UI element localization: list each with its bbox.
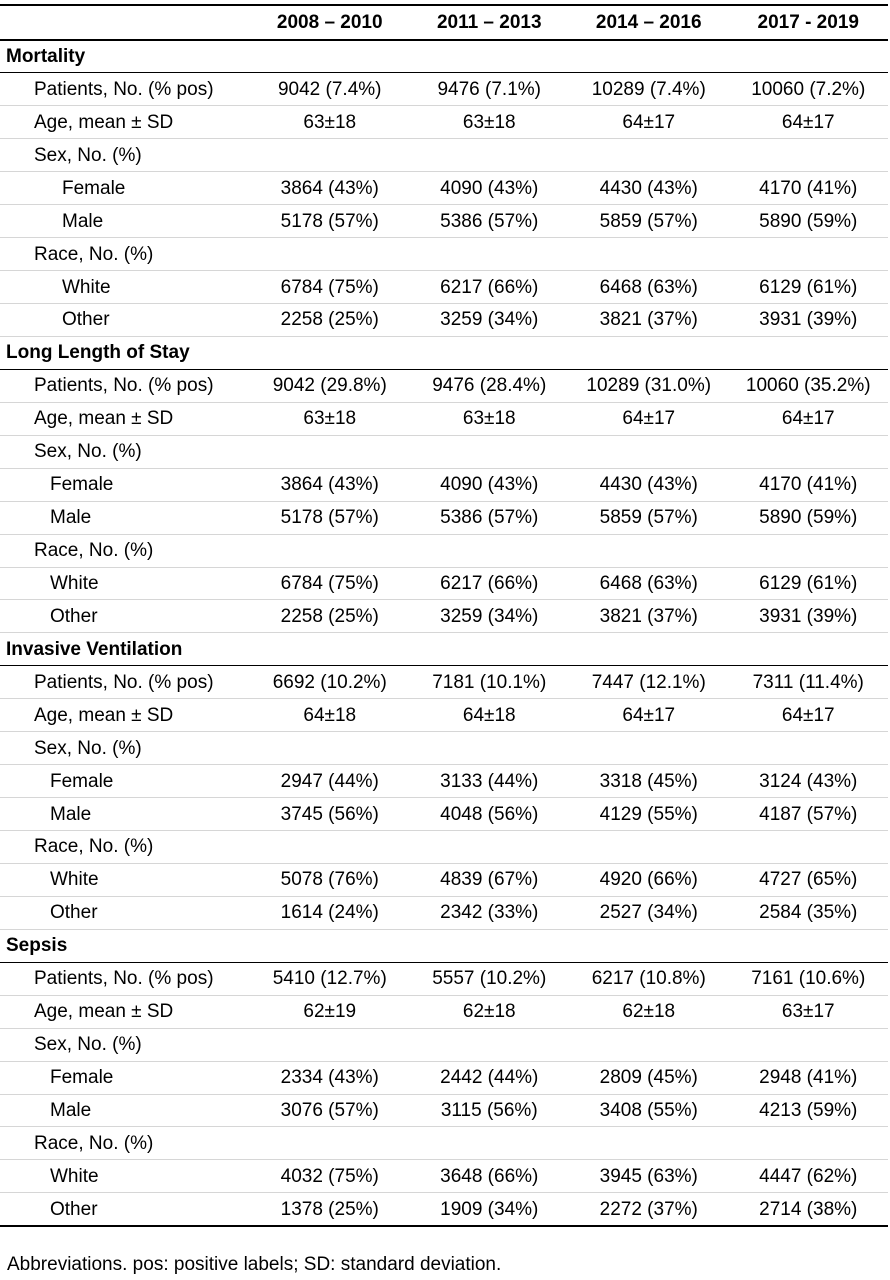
- table-row: [0, 995, 888, 1028]
- table-cell: 64±18: [410, 699, 570, 732]
- section-header-row: [0, 40, 888, 73]
- table-row: [0, 238, 888, 271]
- header-cell-2014-2016: 2014 – 2016: [569, 5, 729, 40]
- row-label: Sex, No. (%): [0, 1028, 250, 1061]
- table-cell: 5178 (57%): [250, 205, 410, 238]
- table-cell: 5386 (57%): [410, 501, 570, 534]
- header-cell-2017-2019: 2017 - 2019: [729, 5, 889, 40]
- table-row: [0, 271, 888, 304]
- section-title: Sepsis: [0, 929, 888, 962]
- section-header-row: [0, 336, 888, 369]
- table-cell: 3931 (39%): [729, 600, 889, 633]
- table-cell: [569, 1127, 729, 1160]
- table-cell: 5557 (10.2%): [410, 962, 570, 995]
- table-row: [0, 139, 888, 172]
- table-cell: 5890 (59%): [729, 205, 889, 238]
- table-cell: 4727 (65%): [729, 863, 889, 896]
- header-row: [0, 5, 888, 40]
- table-cell: 62±18: [410, 995, 570, 1028]
- table-cell: 3133 (44%): [410, 765, 570, 798]
- table-cell: 6468 (63%): [569, 271, 729, 304]
- table-cell: [569, 238, 729, 271]
- table-cell: 2342 (33%): [410, 896, 570, 929]
- table-cell: 2584 (35%): [729, 896, 889, 929]
- table-cell: 5890 (59%): [729, 501, 889, 534]
- table-cell: 9042 (7.4%): [250, 73, 410, 106]
- row-label: Race, No. (%): [0, 1127, 250, 1160]
- table-cell: [569, 435, 729, 468]
- row-label: Patients, No. (% pos): [0, 369, 250, 402]
- table-cell: 1378 (25%): [250, 1193, 410, 1226]
- table-cell: 64±17: [569, 699, 729, 732]
- table-cell: 4213 (59%): [729, 1094, 889, 1127]
- row-label: Race, No. (%): [0, 534, 250, 567]
- table-cell: 2334 (43%): [250, 1061, 410, 1094]
- table-row: [0, 798, 888, 831]
- row-label: Male: [0, 798, 250, 831]
- table-row: [0, 369, 888, 402]
- table-cell: 6217 (66%): [410, 567, 570, 600]
- table-cell: [250, 139, 410, 172]
- table-row: [0, 304, 888, 337]
- row-label: Age, mean ± SD: [0, 699, 250, 732]
- table-cell: 62±18: [569, 995, 729, 1028]
- table-cell: 3408 (55%): [569, 1094, 729, 1127]
- table-row: [0, 567, 888, 600]
- table-cell: 5859 (57%): [569, 205, 729, 238]
- table-cell: 3864 (43%): [250, 468, 410, 501]
- table-cell: 2714 (38%): [729, 1193, 889, 1226]
- table-cell: 4447 (62%): [729, 1160, 889, 1193]
- table-cell: 3945 (63%): [569, 1160, 729, 1193]
- table-cell: [410, 139, 570, 172]
- table-cell: 63±18: [410, 106, 570, 139]
- table-body: [0, 40, 888, 1226]
- table-row: [0, 106, 888, 139]
- table-cell: 64±17: [729, 699, 889, 732]
- table-cell: 7311 (11.4%): [729, 666, 889, 699]
- row-label: Female: [0, 1061, 250, 1094]
- table-cell: 7161 (10.6%): [729, 962, 889, 995]
- table-cell: 3115 (56%): [410, 1094, 570, 1127]
- section-title: Mortality: [0, 40, 888, 73]
- table-cell: 4430 (43%): [569, 172, 729, 205]
- table-cell: 4920 (66%): [569, 863, 729, 896]
- table-cell: 63±18: [250, 106, 410, 139]
- table-cell: [250, 1028, 410, 1061]
- table-cell: 64±17: [569, 106, 729, 139]
- table-row: [0, 896, 888, 929]
- table-cell: 7447 (12.1%): [569, 666, 729, 699]
- table-cell: 2527 (34%): [569, 896, 729, 929]
- table-cell: 9042 (29.8%): [250, 369, 410, 402]
- row-label: White: [0, 1160, 250, 1193]
- table-row: [0, 666, 888, 699]
- table-cell: [569, 831, 729, 864]
- table-cell: 3931 (39%): [729, 304, 889, 337]
- table-cell: [410, 238, 570, 271]
- row-label: Female: [0, 765, 250, 798]
- row-label: Other: [0, 1193, 250, 1226]
- table-cell: 64±17: [729, 106, 889, 139]
- table-row: [0, 1160, 888, 1193]
- row-label: Race, No. (%): [0, 238, 250, 271]
- table-cell: [410, 831, 570, 864]
- table-cell: 3745 (56%): [250, 798, 410, 831]
- table-row: [0, 831, 888, 864]
- table-row: [0, 1127, 888, 1160]
- table-row: [0, 73, 888, 106]
- row-label: White: [0, 271, 250, 304]
- row-label: White: [0, 863, 250, 896]
- table-cell: 4090 (43%): [410, 172, 570, 205]
- table-cell: 4187 (57%): [729, 798, 889, 831]
- table-cell: [569, 732, 729, 765]
- row-label: Other: [0, 304, 250, 337]
- table-cell: 2809 (45%): [569, 1061, 729, 1094]
- table-cell: 6692 (10.2%): [250, 666, 410, 699]
- table-row: [0, 732, 888, 765]
- table-cell: 3259 (34%): [410, 304, 570, 337]
- row-label: Sex, No. (%): [0, 139, 250, 172]
- table-cell: 2442 (44%): [410, 1061, 570, 1094]
- table-cell: 6217 (66%): [410, 271, 570, 304]
- table-cell: 62±19: [250, 995, 410, 1028]
- table-row: [0, 501, 888, 534]
- table-cell: 63±17: [729, 995, 889, 1028]
- table-row: [0, 435, 888, 468]
- table-cell: 3821 (37%): [569, 600, 729, 633]
- table-cell: [410, 732, 570, 765]
- table-row: [0, 1061, 888, 1094]
- table-cell: [250, 238, 410, 271]
- table-cell: 64±18: [250, 699, 410, 732]
- table-cell: 2272 (37%): [569, 1193, 729, 1226]
- table-cell: 4048 (56%): [410, 798, 570, 831]
- header-cell-2008-2010: 2008 – 2010: [250, 5, 410, 40]
- table-cell: 5078 (76%): [250, 863, 410, 896]
- table-cell: 64±17: [729, 402, 889, 435]
- table-cell: [250, 534, 410, 567]
- table-cell: 4090 (43%): [410, 468, 570, 501]
- table-row: [0, 699, 888, 732]
- table-cell: [729, 238, 889, 271]
- table-cell: 6784 (75%): [250, 567, 410, 600]
- table-cell: 10289 (31.0%): [569, 369, 729, 402]
- table-cell: [729, 534, 889, 567]
- table-cell: 2258 (25%): [250, 304, 410, 337]
- table-cell: 4032 (75%): [250, 1160, 410, 1193]
- footnote: Abbreviations. pos: positive labels; SD: standard deviation.: [7, 1254, 502, 1275]
- section-header-row: [0, 929, 888, 962]
- table-cell: 4129 (55%): [569, 798, 729, 831]
- table-cell: 6129 (61%): [729, 271, 889, 304]
- table-cell: [250, 1127, 410, 1160]
- table-cell: 7181 (10.1%): [410, 666, 570, 699]
- table-row: [0, 1193, 888, 1226]
- section-header-row: [0, 633, 888, 666]
- table-cell: [729, 732, 889, 765]
- table-cell: 6784 (75%): [250, 271, 410, 304]
- table-cell: 9476 (7.1%): [410, 73, 570, 106]
- section-title: Invasive Ventilation: [0, 633, 888, 666]
- table-cell: [729, 831, 889, 864]
- table-cell: 5859 (57%): [569, 501, 729, 534]
- table-cell: [729, 1028, 889, 1061]
- table-cell: 2948 (41%): [729, 1061, 889, 1094]
- row-label: Sex, No. (%): [0, 435, 250, 468]
- row-label: Other: [0, 896, 250, 929]
- table-cell: 1909 (34%): [410, 1193, 570, 1226]
- row-label: Patients, No. (% pos): [0, 666, 250, 699]
- row-label: Sex, No. (%): [0, 732, 250, 765]
- table-cell: 63±18: [410, 402, 570, 435]
- cohort-characteristics-table: [0, 4, 888, 1227]
- table-cell: 5410 (12.7%): [250, 962, 410, 995]
- table-row: [0, 534, 888, 567]
- table-row: [0, 863, 888, 896]
- table-cell: 5178 (57%): [250, 501, 410, 534]
- table-cell: 3076 (57%): [250, 1094, 410, 1127]
- row-label: Age, mean ± SD: [0, 995, 250, 1028]
- table-cell: 1614 (24%): [250, 896, 410, 929]
- row-label: Other: [0, 600, 250, 633]
- table-cell: 6129 (61%): [729, 567, 889, 600]
- table-cell: 4839 (67%): [410, 863, 570, 896]
- table-cell: 4430 (43%): [569, 468, 729, 501]
- table-row: [0, 205, 888, 238]
- table-header: [0, 5, 888, 40]
- table-cell: [569, 1028, 729, 1061]
- table-cell: 5386 (57%): [410, 205, 570, 238]
- row-label: White: [0, 567, 250, 600]
- table-cell: [729, 139, 889, 172]
- table-cell: 3318 (45%): [569, 765, 729, 798]
- table-row: [0, 600, 888, 633]
- table-cell: 2258 (25%): [250, 600, 410, 633]
- row-label: Age, mean ± SD: [0, 106, 250, 139]
- table-cell: 9476 (28.4%): [410, 369, 570, 402]
- table-cell: 4170 (41%): [729, 172, 889, 205]
- table-cell: [250, 732, 410, 765]
- table-row: [0, 962, 888, 995]
- table-row: [0, 765, 888, 798]
- table-cell: 10289 (7.4%): [569, 73, 729, 106]
- table-cell: 2947 (44%): [250, 765, 410, 798]
- table-cell: [729, 1127, 889, 1160]
- table-row: [0, 1094, 888, 1127]
- table-cell: [250, 831, 410, 864]
- section-title: Long Length of Stay: [0, 336, 888, 369]
- table-cell: 4170 (41%): [729, 468, 889, 501]
- table-cell: 10060 (35.2%): [729, 369, 889, 402]
- table-cell: 6468 (63%): [569, 567, 729, 600]
- row-label: Patients, No. (% pos): [0, 962, 250, 995]
- table-row: [0, 172, 888, 205]
- table-cell: 3821 (37%): [569, 304, 729, 337]
- row-label: Race, No. (%): [0, 831, 250, 864]
- row-label: Male: [0, 1094, 250, 1127]
- table-cell: [569, 139, 729, 172]
- header-cell-label: [0, 5, 250, 40]
- row-label: Patients, No. (% pos): [0, 73, 250, 106]
- row-label: Female: [0, 468, 250, 501]
- table-row: [0, 468, 888, 501]
- table-cell: 6217 (10.8%): [569, 962, 729, 995]
- table-cell: 3864 (43%): [250, 172, 410, 205]
- table-cell: 3648 (66%): [410, 1160, 570, 1193]
- row-label: Male: [0, 501, 250, 534]
- table-cell: 3124 (43%): [729, 765, 889, 798]
- table-cell: 3259 (34%): [410, 600, 570, 633]
- table-row: [0, 1028, 888, 1061]
- table-cell: 63±18: [250, 402, 410, 435]
- table-row: [0, 402, 888, 435]
- table-cell: 10060 (7.2%): [729, 73, 889, 106]
- row-label: Age, mean ± SD: [0, 402, 250, 435]
- table-cell: [410, 1127, 570, 1160]
- row-label: Male: [0, 205, 250, 238]
- header-cell-2011-2013: 2011 – 2013: [410, 5, 570, 40]
- table-cell: [410, 1028, 570, 1061]
- row-label: Female: [0, 172, 250, 205]
- table-cell: [410, 534, 570, 567]
- table-cell: [250, 435, 410, 468]
- table-cell: 64±17: [569, 402, 729, 435]
- table-cell: [569, 534, 729, 567]
- table-cell: [729, 435, 889, 468]
- table-cell: [410, 435, 570, 468]
